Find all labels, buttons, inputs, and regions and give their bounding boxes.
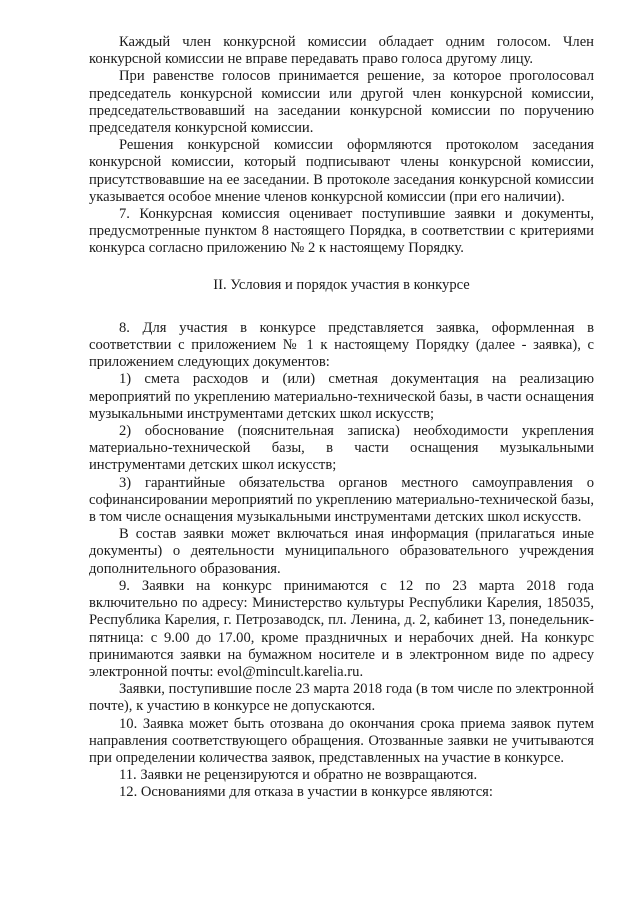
list-item-2: 2) обоснование (пояснительная записка) необходимости укрепления материально-технической базы, в части оснащения музыкальными инструментами детских школ искусств;: [89, 423, 594, 474]
paragraph-item-12: 12. Основаниями для отказа в участии в конкурсе являются:: [119, 784, 493, 801]
paragraph-item-11: 11. Заявки не рецензируются и обратно не возвращаются.: [119, 767, 478, 784]
section-heading: II. Условия и порядок участия в конкурсе: [213, 276, 470, 293]
paragraph-late-applications: Заявки, поступившие после 23 марта 2018 года (в том числе по электронной почте), к участию в конкурсе не допускаются.: [89, 681, 594, 715]
list-item-3: 3) гарантийные обязательства органов местного самоуправления о софинансировании мероприятий по укреплению материально-технической базы, в том числе оснащения музыкальными инструментами детских школ искусств.: [89, 474, 594, 526]
paragraph-protocol: Решения конкурсной комиссии оформляются протоколом заседания конкурсной комиссии, который подписывают члены конкурсной комиссии, присутствовавшие на ее заседании. В протоколе заседания конкурсной комиссии указывается особое мнение членов конкурсной комиссии (при его наличии).: [89, 137, 594, 205]
paragraph-tie: При равенстве голосов принимается решение, за которое проголосовал председатель конкурсной комиссии или другой член конкурсной комиссии, председательствовавший на заседании конкурсной комиссии по поручению председателя конкурсной комиссии.: [89, 68, 594, 137]
paragraph-item-10: 10. Заявка может быть отозвана до окончания срока приема заявок путем направления соответствующего обращения. Отозванные заявки не учитываются при определении количества заявок, представленных на участие в конкурсе.: [89, 715, 594, 766]
paragraph-item-7: 7. Конкурсная комиссия оценивает поступившие заявки и документы, предусмотренные пунктом 8 настоящего Порядка, в соответствии с критериями конкурса согласно приложению № 2 к настоящему Порядку.: [89, 206, 594, 257]
paragraph-item-9: 9. Заявки на конкурс принимаются с 12 по 23 марта 2018 года включительно по адресу: Министерство культуры Республики Карелия, 185035, Республика Карелия, г. Петрозаводск, пл. Ленина, д. 2, кабинет 13, понедельник-пятница: с 9.00 до 17.00, кроме праздничных и нерабочих дней. На конкурс принимаются заявки на бумажном носителе и в электронном виде по адресу электронной почты: evol@mincult.karelia.ru.: [89, 577, 594, 680]
document-page: [89, 34, 594, 802]
paragraph-vote: Каждый член конкурсной комиссии обладает одним голосом. Член конкурсной комиссии не вправе передавать право голоса другому лицу.: [89, 34, 594, 68]
paragraph-item-8: 8. Для участия в конкурсе представляется заявка, оформленная в соответствии с приложением № 1 к настоящему Порядку (далее - заявка), с приложением следующих документов:: [89, 319, 594, 371]
list-item-1: 1) смета расходов и (или) сметная документация на реализацию мероприятий по укреплению материально-технической базы, в части оснащения музыкальными инструментами детских школ искусств;: [89, 371, 594, 422]
paragraph-additional-info: В состав заявки может включаться иная информация (прилагаться иные документы) о деятельности муниципального образовательного учреждения дополнительного образования.: [89, 526, 594, 577]
